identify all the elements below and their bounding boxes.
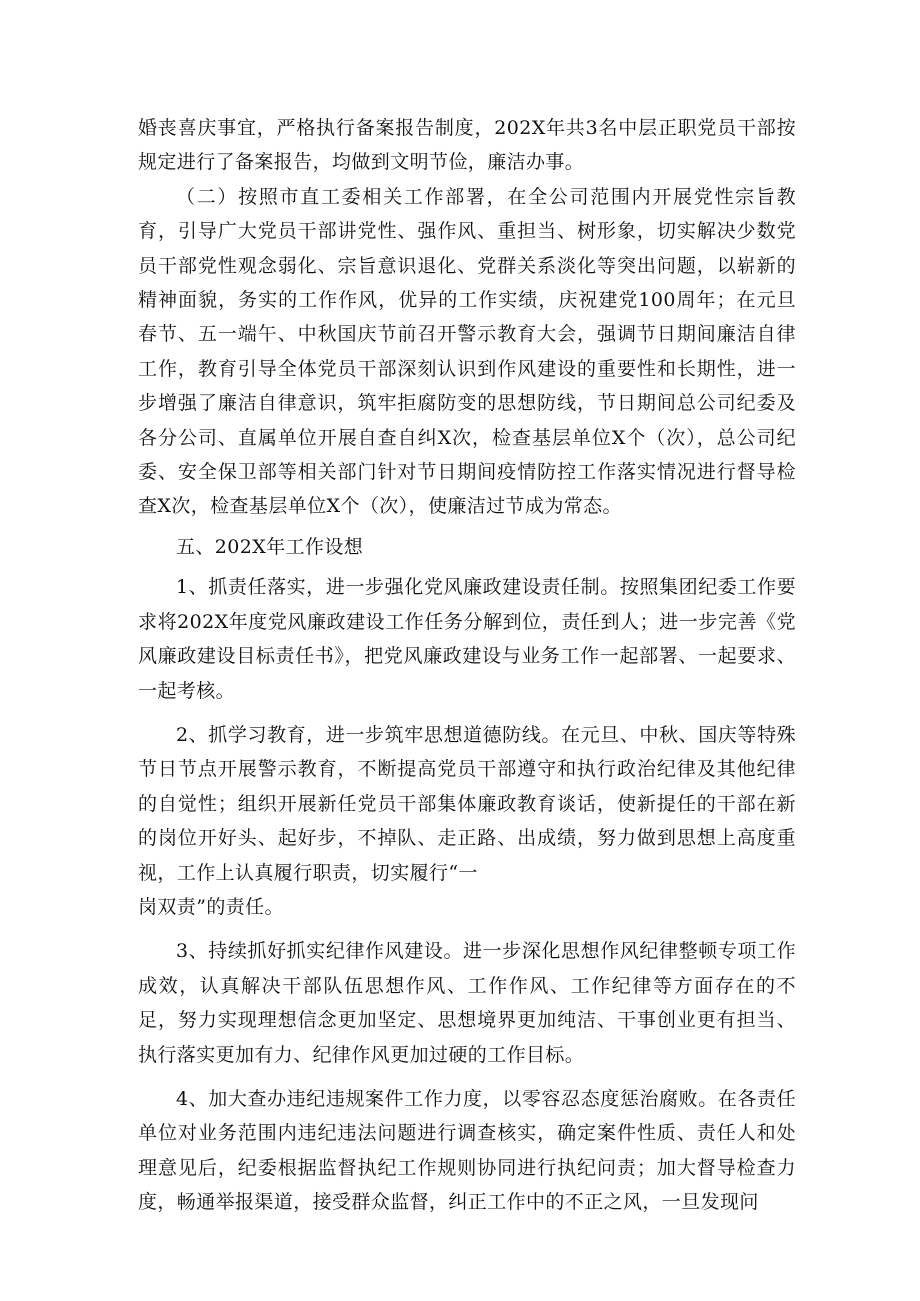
document-body [138, 111, 796, 1220]
spacer [138, 708, 796, 718]
paragraph-item-3-discipline: 3、持续抓好抓实纪律作风建设。进一步深化思想作风纪律整顿专项工作成效，认真解决干部队伍思想作风、工作作风、工作纪律等方面存在的不足，努力实现理想信念更加坚定、思想境界更加纯洁、干事创业更有担当、执行落实更加有力、纪律作风更加过硬的工作目标。 [138, 940, 796, 1066]
paragraph-party-education: （二）按照市直工委相关工作部署，在全公司范围内开展党性宗旨教育，引导广大党员干部讲党性、强作风、重担当、树形象，切实解决少数党员干部党性观念弱化、宗旨意识退化、党群关系淡化等突出问题，以崭新的精神面貌，务实的工作作风，优异的工作实绩，庆祝建党100周年；在元旦春节、五一端午、中秋国庆节前召开警示教育大会，强调节日期间廉洁自律工作，教育引导全体党员干部深刻认识到作风建设的重要性和长期性，进一步增强了廉洁自律意识，筑牢拒腐防变的思想防线，节日期间总公司纪委及各分公司、直属单位开展自查自纠X次，检查基层单位X个（次），总公司纪委、安全保卫部等相关部门针对节日期间疫情防控工作落实情况进行督导检查X次，检查基层单位X个（次），使廉洁过节成为常态。 [138, 185, 796, 518]
paragraph-item-4-cases: 4、加大查办违纪违规案件工作力度，以零容忍态度惩治腐败。在各责任单位对业务范围内违纪违法问题进行调查核实，确定案件性质、责任人和处理意见后，纪委根据监督执纪工作规则协同进行执纪问责；加大督导检查力度，畅通举报渠道，接受群众监督，纠正工作中的不正之风，一旦发现问 [138, 1087, 796, 1214]
section-heading-work-plan: 五、202X年工作设想 [176, 535, 364, 558]
spacer [138, 924, 796, 934]
paragraph-filing-report: 婚丧喜庆事宜，严格执行备案报告制度，202X年共3名中层正职党员干部按规定进行了备案报告，均做到文明节俭，廉洁办事。 [138, 117, 796, 174]
spacer [138, 1072, 796, 1082]
paragraph-item-1-responsibility: 1、抓责任落实，进一步强化党风廉政建设责任制。按照集团纪委工作要求将202X年度党风廉政建设工作任务分解到位，责任到人；进一步完善《党风廉政建设目标责任书》，把党风廉政建设与业务工作一起部署、一起要求、一起考核。 [138, 576, 796, 702]
paragraph-item-2-education: 2、抓学习教育，进一步筑牢思想道德防线。在元旦、中秋、国庆等特殊节日节点开展警示教育，不断提高党员干部遵守和执行政治纪律及其他纪律的自觉性；组织开展新任党员干部集体廉政教育谈话，使新提任的干部在新的岗位开好头、起好步，不掉队、走正路、出成绩，努力做到思想上高度重视，工作上认真履行职责，切实履行“一 [138, 723, 796, 884]
paragraph-item-2-continuation: 岗双责”的责任。 [138, 895, 284, 918]
